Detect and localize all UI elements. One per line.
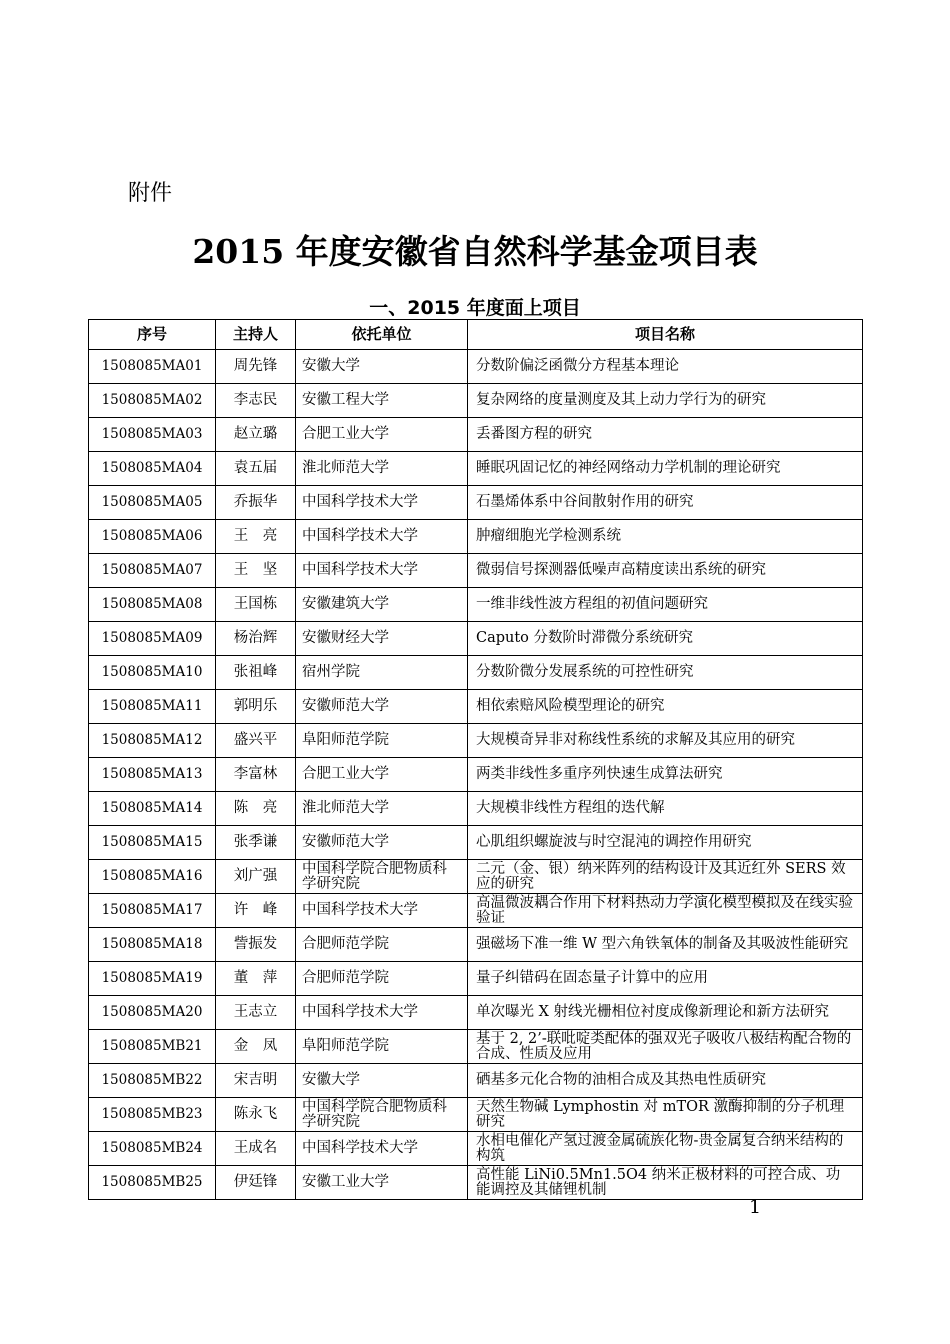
- cell-host-institution: 中国科学技术大学: [296, 996, 468, 1030]
- cell-host-institution: 中国科学院合肥物质科学研究院: [296, 1098, 468, 1132]
- cell-principal-investigator: 王国栋: [216, 588, 296, 622]
- table-row: [89, 1098, 863, 1132]
- table-row: [89, 656, 863, 690]
- cell-host-institution: 安徽财经大学: [296, 622, 468, 656]
- cell-host-institution: 安徽师范大学: [296, 826, 468, 860]
- cell-host-institution: 中国科学技术大学: [296, 554, 468, 588]
- table-row: [89, 894, 863, 928]
- cell-project-name: 分数阶微分发展系统的可控性研究: [468, 656, 863, 690]
- cell-principal-investigator: 王志立: [216, 996, 296, 1030]
- header-project-name: 项目名称: [468, 320, 863, 350]
- cell-serial-number: 1508085MA05: [89, 486, 216, 520]
- cell-project-name: 硒基多元化合物的油相合成及其热电性质研究: [468, 1064, 863, 1098]
- table-row: [89, 1132, 863, 1166]
- table-row: [89, 962, 863, 996]
- table-row: [89, 384, 863, 418]
- header-serial-number: 序号: [89, 320, 216, 350]
- cell-principal-investigator: 李富林: [216, 758, 296, 792]
- cell-host-institution: 安徽工程大学: [296, 384, 468, 418]
- table-row: [89, 554, 863, 588]
- cell-host-institution: 淮北师范大学: [296, 452, 468, 486]
- cell-project-name: 心肌组织螺旋波与时空混沌的调控作用研究: [468, 826, 863, 860]
- table-row: [89, 486, 863, 520]
- cell-serial-number: 1508085MA12: [89, 724, 216, 758]
- cell-serial-number: 1508085MA13: [89, 758, 216, 792]
- cell-project-name: 肿瘤细胞光学检测系统: [468, 520, 863, 554]
- cell-host-institution: 安徽大学: [296, 1064, 468, 1098]
- cell-project-name: 基于 2, 2’-联吡啶类配体的强双光子吸收八极结构配合物的合成、性质及应用: [468, 1030, 863, 1064]
- cell-principal-investigator: 訾振发: [216, 928, 296, 962]
- cell-project-name: 石墨烯体系中谷间散射作用的研究: [468, 486, 863, 520]
- cell-serial-number: 1508085MA02: [89, 384, 216, 418]
- cell-serial-number: 1508085MA14: [89, 792, 216, 826]
- cell-host-institution: 中国科学技术大学: [296, 486, 468, 520]
- cell-principal-investigator: 郭明乐: [216, 690, 296, 724]
- cell-serial-number: 1508085MA10: [89, 656, 216, 690]
- cell-serial-number: 1508085MA17: [89, 894, 216, 928]
- cell-serial-number: 1508085MA20: [89, 996, 216, 1030]
- table-row: [89, 1030, 863, 1064]
- cell-project-name: Caputo 分数阶时滞微分系统研究: [468, 622, 863, 656]
- table-row: [89, 996, 863, 1030]
- table-row: [89, 928, 863, 962]
- cell-principal-investigator: 伊廷锋: [216, 1166, 296, 1200]
- cell-host-institution: 合肥工业大学: [296, 758, 468, 792]
- cell-serial-number: 1508085MB23: [89, 1098, 216, 1132]
- cell-host-institution: 安徽工业大学: [296, 1166, 468, 1200]
- cell-principal-investigator: 王成名: [216, 1132, 296, 1166]
- cell-project-name: 睡眠巩固记忆的神经网络动力学机制的理论研究: [468, 452, 863, 486]
- table-row: [89, 588, 863, 622]
- cell-project-name: 天然生物碱 Lymphostin 对 mTOR 激酶抑制的分子机理研究: [468, 1098, 863, 1132]
- cell-principal-investigator: 陈 亮: [216, 792, 296, 826]
- table-row: [89, 350, 863, 384]
- cell-principal-investigator: 杨治辉: [216, 622, 296, 656]
- table-body: [89, 350, 863, 1200]
- cell-serial-number: 1508085MA04: [89, 452, 216, 486]
- cell-principal-investigator: 陈永飞: [216, 1098, 296, 1132]
- cell-principal-investigator: 袁五届: [216, 452, 296, 486]
- cell-project-name: 丢番图方程的研究: [468, 418, 863, 452]
- cell-principal-investigator: 刘广强: [216, 860, 296, 894]
- document-title: 2015 年度安徽省自然科学基金项目表: [192, 232, 758, 271]
- cell-host-institution: 中国科学技术大学: [296, 520, 468, 554]
- cell-project-name: 高性能 LiNi0.5Mn1.5O4 纳米正极材料的可控合成、功能调控及其储锂机制: [468, 1166, 863, 1200]
- cell-principal-investigator: 张季谦: [216, 826, 296, 860]
- table-row: [89, 724, 863, 758]
- page-number: 1: [748, 1196, 762, 1218]
- cell-principal-investigator: 周先锋: [216, 350, 296, 384]
- cell-principal-investigator: 许 峰: [216, 894, 296, 928]
- project-table: [88, 319, 863, 1200]
- cell-serial-number: 1508085MA18: [89, 928, 216, 962]
- cell-serial-number: 1508085MA15: [89, 826, 216, 860]
- cell-project-name: 大规模非线性方程组的迭代解: [468, 792, 863, 826]
- cell-project-name: 水相电催化产氢过渡金属硫族化物-贵金属复合纳米结构的构筑: [468, 1132, 863, 1166]
- cell-project-name: 大规模奇异非对称线性系统的求解及其应用的研究: [468, 724, 863, 758]
- cell-serial-number: 1508085MA06: [89, 520, 216, 554]
- cell-principal-investigator: 张祖峰: [216, 656, 296, 690]
- table-row: [89, 418, 863, 452]
- table-row: [89, 792, 863, 826]
- cell-host-institution: 中国科学院合肥物质科学研究院: [296, 860, 468, 894]
- cell-principal-investigator: 盛兴平: [216, 724, 296, 758]
- cell-serial-number: 1508085MA07: [89, 554, 216, 588]
- cell-serial-number: 1508085MA01: [89, 350, 216, 384]
- table-row: [89, 826, 863, 860]
- table-row: [89, 622, 863, 656]
- table-row: [89, 452, 863, 486]
- cell-project-name: 微弱信号探测器低噪声高精度读出系统的研究: [468, 554, 863, 588]
- cell-serial-number: 1508085MA08: [89, 588, 216, 622]
- cell-serial-number: 1508085MB25: [89, 1166, 216, 1200]
- cell-project-name: 强磁场下准一维 W 型六角铁氧体的制备及其吸波性能研究: [468, 928, 863, 962]
- cell-serial-number: 1508085MB21: [89, 1030, 216, 1064]
- cell-host-institution: 淮北师范大学: [296, 792, 468, 826]
- cell-serial-number: 1508085MA19: [89, 962, 216, 996]
- cell-host-institution: 阜阳师范学院: [296, 1030, 468, 1064]
- attachment-label: 附件: [128, 181, 173, 206]
- cell-principal-investigator: 王 亮: [216, 520, 296, 554]
- cell-project-name: 相依索赔风险模型理论的研究: [468, 690, 863, 724]
- cell-serial-number: 1508085MA03: [89, 418, 216, 452]
- cell-host-institution: 中国科学技术大学: [296, 1132, 468, 1166]
- cell-host-institution: 安徽师范大学: [296, 690, 468, 724]
- cell-principal-investigator: 乔振华: [216, 486, 296, 520]
- cell-project-name: 一维非线性波方程组的初值问题研究: [468, 588, 863, 622]
- table-row: [89, 690, 863, 724]
- cell-serial-number: 1508085MA16: [89, 860, 216, 894]
- table-row: [89, 860, 863, 894]
- cell-principal-investigator: 李志民: [216, 384, 296, 418]
- cell-project-name: 单次曝光 X 射线光栅相位衬度成像新理论和新方法研究: [468, 996, 863, 1030]
- cell-host-institution: 宿州学院: [296, 656, 468, 690]
- cell-host-institution: 中国科学技术大学: [296, 894, 468, 928]
- cell-project-name: 分数阶偏泛函微分方程基本理论: [468, 350, 863, 384]
- cell-principal-investigator: 赵立璐: [216, 418, 296, 452]
- section-subtitle: 一、2015 年度面上项目: [369, 297, 581, 319]
- table-row: [89, 758, 863, 792]
- header-principal-investigator: 主持人: [216, 320, 296, 350]
- cell-principal-investigator: 金 凤: [216, 1030, 296, 1064]
- cell-project-name: 量子纠错码在固态量子计算中的应用: [468, 962, 863, 996]
- cell-project-name: 二元（金、银）纳米阵列的结构设计及其近红外 SERS 效应的研究: [468, 860, 863, 894]
- header-host-institution: 依托单位: [296, 320, 468, 350]
- table-row: [89, 1166, 863, 1200]
- cell-project-name: 高温微波耦合作用下材料热动力学演化模型模拟及在线实验验证: [468, 894, 863, 928]
- cell-project-name: 两类非线性多重序列快速生成算法研究: [468, 758, 863, 792]
- table-header-row: [89, 320, 863, 350]
- cell-serial-number: 1508085MA09: [89, 622, 216, 656]
- cell-host-institution: 安徽大学: [296, 350, 468, 384]
- cell-principal-investigator: 王 坚: [216, 554, 296, 588]
- table-row: [89, 520, 863, 554]
- cell-host-institution: 安徽建筑大学: [296, 588, 468, 622]
- cell-host-institution: 合肥师范学院: [296, 962, 468, 996]
- cell-host-institution: 阜阳师范学院: [296, 724, 468, 758]
- cell-principal-investigator: 董 萍: [216, 962, 296, 996]
- cell-serial-number: 1508085MB24: [89, 1132, 216, 1166]
- table-row: [89, 1064, 863, 1098]
- cell-project-name: 复杂网络的度量测度及其上动力学行为的研究: [468, 384, 863, 418]
- cell-serial-number: 1508085MA11: [89, 690, 216, 724]
- cell-serial-number: 1508085MB22: [89, 1064, 216, 1098]
- cell-host-institution: 合肥工业大学: [296, 418, 468, 452]
- cell-host-institution: 合肥师范学院: [296, 928, 468, 962]
- cell-principal-investigator: 宋吉明: [216, 1064, 296, 1098]
